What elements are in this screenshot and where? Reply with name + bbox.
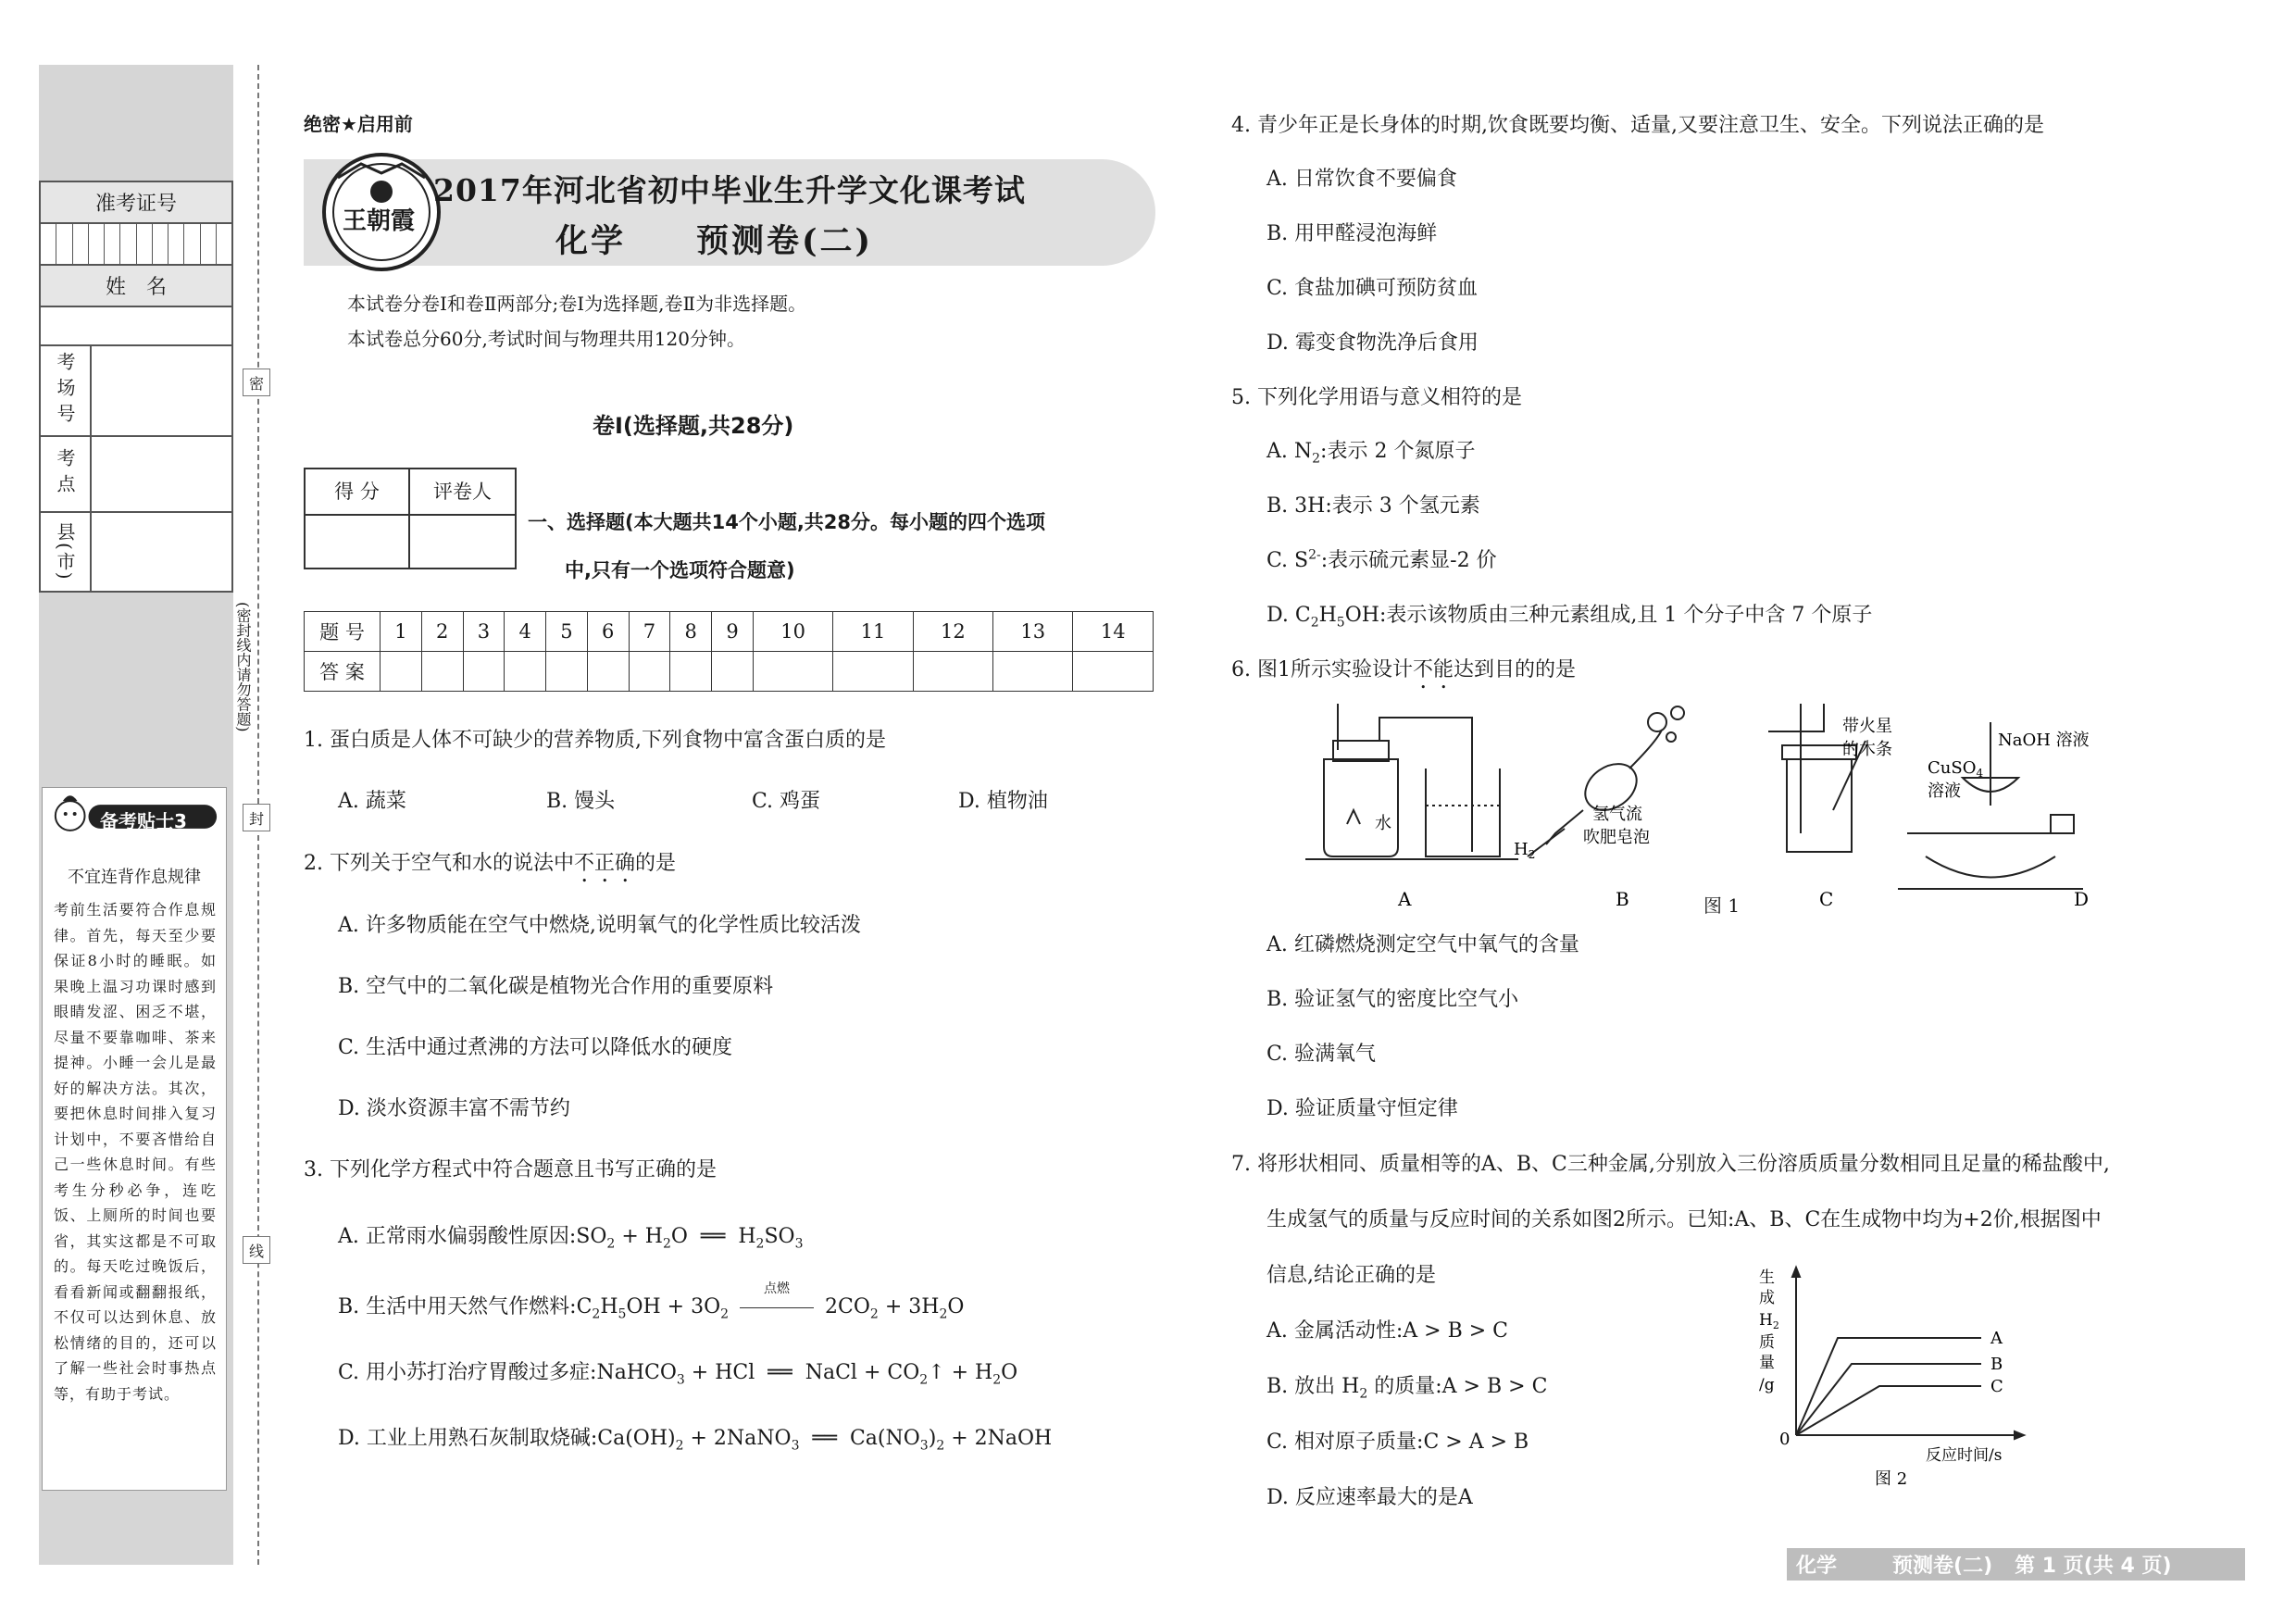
q4-option-d[interactable]: D. 霉变食物洗净后食用 (1267, 331, 1479, 355)
answer-cell[interactable] (833, 652, 913, 692)
ylabel-3: 质 (1759, 1333, 1775, 1352)
candidate-info-box (39, 181, 233, 593)
section1-instruction-2: 中,只有一个选项符合题意) (565, 559, 795, 581)
q4-stem: 4. 青少年正是长身体的时期,饮食既要均衡、适量,又要注意卫生、安全。下列说法正确的是 (1231, 114, 2044, 137)
room-field[interactable] (92, 346, 231, 437)
room-label: 考场号 (41, 346, 92, 437)
q3-option-a[interactable]: A. 正常雨水偏弱酸性原因$:SO_2 + H_2O$ ══ $H_2SO_3$ (338, 1225, 804, 1252)
q7-line-3: 信息,结论正确的是 (1267, 1264, 1436, 1287)
series-line-c (1796, 1386, 1981, 1435)
y-arrow-icon (1792, 1268, 1800, 1277)
q4-option-a[interactable]: A. 日常饮食不要偏食 (1267, 168, 1457, 191)
grader-field[interactable] (410, 516, 515, 568)
series-label-c: C (1990, 1377, 2003, 1396)
q2-option-a[interactable]: A. 许多物质能在空气中燃烧,说明氧气的化学性质比较活泼 (338, 914, 861, 937)
exam-note-2: 本试卷总分60分,考试时间与物理共用120分钟。 (347, 328, 745, 350)
q1-option-d[interactable]: D. 植物油 (958, 790, 1048, 813)
answer-cell[interactable] (629, 652, 670, 692)
q7-option-c[interactable]: C. 相对原子质量:C > A > B (1267, 1431, 1529, 1454)
table-cell: 14 (1073, 612, 1154, 652)
q1-option-b[interactable]: B. 馒头 (546, 790, 616, 813)
q2-option-b[interactable]: B. 空气中的二氧化碳是植物光合作用的重要原料 (338, 975, 774, 998)
ylabel-5: /g (1759, 1376, 1775, 1394)
answer-cell[interactable] (712, 652, 754, 692)
fig1-balloon-1: 氢气流 (1592, 805, 1642, 824)
study-tip-box (42, 787, 227, 1491)
answer-cell[interactable] (1073, 652, 1154, 692)
fig1-stick-1: 带火星 (1842, 717, 1892, 736)
answer-cell[interactable] (421, 652, 463, 692)
name-field[interactable] (41, 307, 231, 346)
q3-stem: 3. 下列化学方程式中符合题意且书写正确的是 (304, 1158, 717, 1181)
q4-option-b[interactable]: B. 用甲醛浸泡海鲜 (1267, 222, 1438, 245)
cut-note: (密封线内请勿答题) (234, 602, 252, 732)
table-row (305, 612, 1154, 652)
paper-title: 化学 预测卷(二) (555, 222, 874, 260)
score-box (304, 468, 517, 569)
tip-header-text: 备考贴士3 (100, 810, 187, 832)
fig1-h2-label: $H_2$ (1514, 840, 1536, 861)
q5-option-b[interactable]: B. 3H:表示 3 个氢元素 (1267, 494, 1480, 518)
q3-option-c[interactable]: C. 用小苏打治疗胃酸过多症:NaHCO$_3$ + HCl ══ NaCl + $CO_2↑ + H_2O$ (338, 1361, 1018, 1388)
q6-option-b[interactable]: B. 验证氢气的密度比空气小 (1267, 988, 1519, 1011)
fig1-stick-2: 的木条 (1842, 740, 1892, 759)
answer-cell[interactable] (587, 652, 629, 692)
cut-mark-mi: 密 (243, 369, 270, 396)
q6-stem-emphasis: 不能 (1412, 658, 1454, 681)
q7-line-1: 7. 将形状相同、质量相等的A、B、C三种金属,分别放入三份溶质质量分数相同且足量的稀盐酸中, (1231, 1153, 2110, 1176)
fig1-cuso4-suffix: 溶液 (1928, 781, 1961, 801)
exam-title: 2017年河北省初中毕业生升学文化课考试 (433, 172, 1026, 208)
q6-stem-b: 达到目的的是 (1454, 658, 1577, 681)
q5-option-c[interactable]: C. $S^{2-}$:表示硫元素显-2 价 (1267, 547, 1497, 572)
q5-option-a[interactable]: A. $N_2$:表示 2 个氮原子 (1267, 440, 1476, 467)
q5-option-d[interactable]: D. $C_2H_5OH$:表示该物质由三种元素组成,且 1 个分子中含 7 个原子 (1267, 604, 1873, 631)
ylabel-4: 量 (1759, 1354, 1775, 1372)
q6-stem (1231, 654, 1576, 694)
figure1-apparatus (1305, 704, 2166, 912)
q2-stem-emphasis: 不正确 (573, 852, 635, 875)
q5-stem: 5. 下列化学用语与意义相符的是 (1231, 386, 1522, 409)
name-label: 姓 名 (41, 266, 231, 307)
score-label: 得 分 (306, 469, 410, 516)
q2-option-c[interactable]: C. 生活中通过煮沸的方法可以降低水的硬度 (338, 1036, 733, 1059)
fig1-cuso4: CuSO$_4$ (1928, 758, 1984, 780)
fig1-label-b: B (1616, 888, 1629, 910)
tip-body: 考前生活要符合作息规律。首先，每天至少要保证8小时的睡眠。如果晚上温习功课时感到眼睛发涩、困乏不堪，尽量不要靠咖啡、茶来提神。小睡一会儿是最好的解决方法。其次，要把休息时间排入复习计划中，不要吝惜给自己一些休息时间。有些考生分秒必争，连吃饭、上厕所的时间也要省，其实这都是不可取的。每天吃过晚饭后，看看新闻或翻翻报纸，不仅可以达到休息、放松情绪的目的，还可以了解一些社会时事热点等，有助于考试。 (54, 901, 217, 1403)
grader-label: 评卷人 (410, 469, 515, 516)
cut-mark-feng: 封 (243, 804, 270, 831)
table-cell: 11 (833, 612, 913, 652)
q2-stem (304, 847, 676, 887)
table-cell: 13 (993, 612, 1073, 652)
q6-option-c[interactable]: C. 验满氧气 (1267, 1043, 1377, 1066)
q2-stem-a: 2. 下列关于空气和水的说法中 (304, 852, 574, 875)
q7-option-d[interactable]: D. 反应速率最大的是A (1267, 1486, 1473, 1509)
q3-option-d[interactable]: D. 工业上用熟石灰制取烧碱$:Ca(OH)_2$ + 2NaNO$_3$ ══ $Ca(NO_3)_2$ + 2NaOH (338, 1427, 1053, 1454)
ylabel-2: 成 (1759, 1289, 1775, 1307)
fig1-label-c: C (1819, 888, 1834, 910)
answer-cell[interactable] (913, 652, 992, 692)
q6-option-a[interactable]: A. 红磷燃烧测定空气中氧气的含量 (1267, 933, 1579, 956)
table-cell: 8 (670, 612, 712, 652)
q2-option-d[interactable]: D. 淡水资源丰富不需节约 (338, 1097, 570, 1120)
figure2-caption: 图 2 (1875, 1469, 1908, 1489)
answer-cell[interactable] (381, 652, 422, 692)
q1-option-a[interactable]: A. 蔬菜 (338, 790, 406, 813)
table-cell: 10 (753, 612, 832, 652)
answer-cell[interactable] (993, 652, 1073, 692)
score-field[interactable] (306, 516, 410, 568)
origin-label: 0 (1779, 1430, 1791, 1449)
fig1-label-d: D (2074, 888, 2090, 910)
q4-option-c[interactable]: C. 食盐加碘可预防贫血 (1267, 277, 1479, 300)
answer-label: 答 案 (305, 652, 381, 692)
table-cell: 2 (421, 612, 463, 652)
answer-cell[interactable] (463, 652, 505, 692)
q6-stem-a: 6. 图1所示实验设计 (1231, 658, 1413, 681)
q7-line-2: 生成氢气的质量与反应时间的关系如图2所示。已知:A、B、C在生成物中均为+2价,根据图中 (1267, 1208, 2102, 1231)
q6-option-d[interactable]: D. 验证质量守恒定律 (1267, 1097, 1458, 1120)
table-cell: 9 (712, 612, 754, 652)
exam-number-label: 准考证号 (41, 182, 231, 224)
table-cell: 12 (913, 612, 992, 652)
series-label-b: B (1990, 1355, 2003, 1374)
q1-option-c[interactable]: C. 鸡蛋 (752, 790, 821, 813)
tip-title: 不宜连背作息规律 (68, 868, 201, 887)
footer-page: 第 1 页(共 4 页) (2015, 1555, 2172, 1578)
exam-number-cells[interactable] (41, 224, 231, 266)
secret-mark: 绝密★启用前 (304, 113, 413, 135)
table-cell: 6 (587, 612, 629, 652)
answer-cell[interactable] (753, 652, 832, 692)
county-field[interactable] (92, 513, 231, 591)
site-field[interactable] (92, 437, 231, 513)
footer-subject: 化学 (1796, 1555, 1838, 1578)
x-arrow-icon (2015, 1431, 2024, 1439)
fig1-balloon-2: 吹肥皂泡 (1583, 828, 1650, 847)
table-cell: 5 (546, 612, 588, 652)
section1-title: 卷Ⅰ(选择题,共28分) (593, 413, 794, 439)
q7-option-b[interactable]: B. 放出 $H_2$ 的质量:A > B > C (1267, 1375, 1548, 1402)
footer-paper: 预测卷(二) (1892, 1555, 1993, 1578)
question-number-label: 题 号 (305, 612, 381, 652)
answer-cell[interactable] (546, 652, 588, 692)
series-line-b (1796, 1364, 1981, 1435)
page-footer (1787, 1548, 2245, 1581)
answer-cell[interactable] (505, 652, 546, 692)
ylabel-1: 生 (1759, 1268, 1775, 1287)
section1-instruction-1: 一、选择题(本大题共14个小题,共28分。每小题的四个选项 (528, 511, 1046, 533)
q2-stem-b: 的是 (635, 852, 677, 875)
fig1-water-label: 水 (1375, 814, 1391, 833)
table-row (305, 652, 1154, 692)
series-label-a: A (1990, 1329, 2003, 1348)
county-label: 县(市) (41, 513, 92, 591)
fig1-label-a: A (1398, 888, 1412, 910)
exam-note-1: 本试卷分卷Ⅰ和卷Ⅱ两部分;卷Ⅰ为选择题,卷Ⅱ为非选择题。 (347, 293, 807, 315)
logo-text: 王朝霞 (343, 207, 416, 235)
q7-option-a[interactable]: A. 金属活动性:A > B > C (1267, 1319, 1509, 1343)
fig1-naoh: NaOH 溶液 (1998, 731, 2090, 750)
xlabel: 反应时间/s (1926, 1446, 2003, 1465)
ylabel-h2: $H_2$ (1759, 1311, 1779, 1331)
table-cell: 1 (381, 612, 422, 652)
table-cell: 7 (629, 612, 670, 652)
figure2-graph (1759, 1264, 2028, 1491)
site-label: 考点 (41, 437, 92, 513)
figure1-caption: 图 1 (1703, 894, 1741, 917)
answer-table (304, 611, 1154, 692)
q1-stem: 1. 蛋白质是人体不可缺少的营养物质,下列食物中富含蛋白质的是 (304, 729, 886, 752)
answer-cell[interactable] (670, 652, 712, 692)
table-cell: 4 (505, 612, 546, 652)
q3-option-b[interactable]: B. 生活中用天然气作燃料$:C_2H_5OH + 3O_2$ 点燃 $2CO_2 + 3H_2O$ (338, 1281, 965, 1322)
cut-mark-xian: 线 (243, 1236, 270, 1264)
table-cell: 3 (463, 612, 505, 652)
